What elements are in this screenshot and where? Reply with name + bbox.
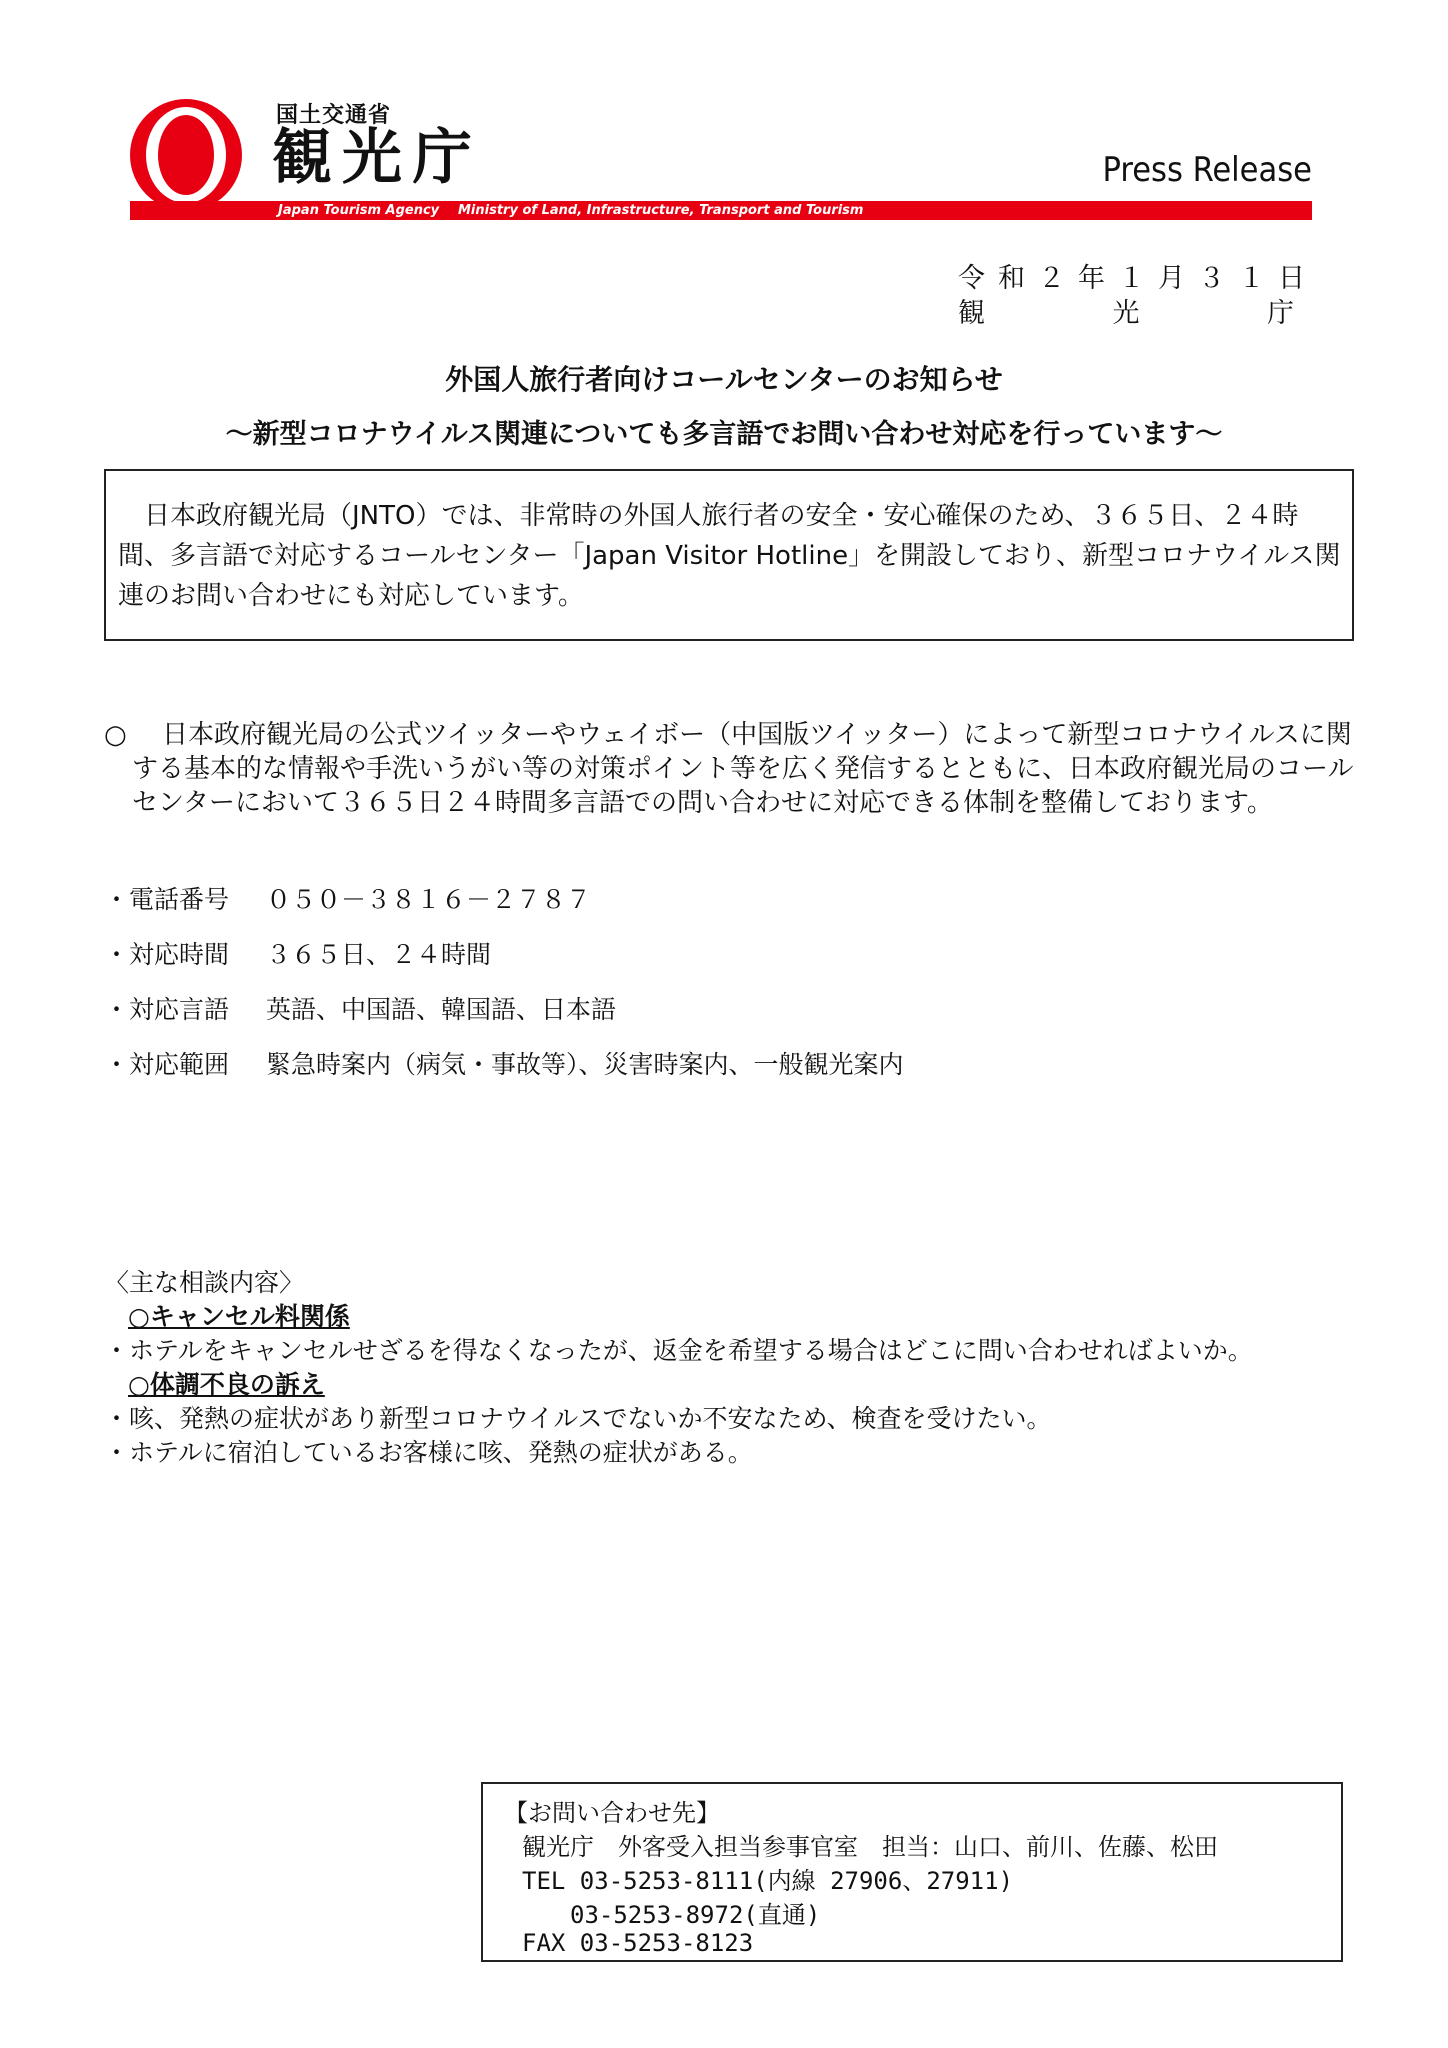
press-release-label: Press Release — [1102, 150, 1312, 190]
summary-content: 日本政府観光局（JNTO）では、非常時の外国人旅行者の安全・安心確保のため、３６５日、２４時間、多言語で対応するコールセンター「Japan Visitor Hotline」を開設しており、新型コロナウイルス関連のお問い合わせにも対応しています。 — [118, 501, 1341, 611]
consult-item: ・ホテルに宿泊しているお客様に咳、発熱の症状がある。 — [104, 1438, 753, 1467]
consult-item: ・咳、発熱の症状があり新型コロナウイルスでないか不安なため、検査を受けたい。 — [104, 1404, 1052, 1433]
issuer-char: 光 — [1112, 298, 1140, 329]
agency-name-en: Japan Tourism Agency — [278, 203, 440, 218]
info-label: ・対応範囲 — [104, 1050, 230, 1079]
info-value: 緊急時案内（病気・事故等）、災害時案内、一般観光案内 — [266, 1050, 904, 1079]
info-hours — [104, 935, 491, 971]
circle-mark: ○ — [104, 720, 127, 750]
info-phone — [104, 880, 591, 916]
ministry-name-en: Ministry of Land, Infrastructure, Transport and Tourism — [458, 203, 864, 218]
info-label: ・電話番号 — [104, 885, 230, 914]
info-label: ・対応言語 — [104, 995, 230, 1024]
release-date: 令和２年１月３１日 — [958, 263, 1318, 294]
info-scope — [104, 1045, 904, 1081]
contact-office: 観光庁 外客受入担当参事官室 担当：山口、前川、佐藤、松田 — [522, 1833, 1218, 1861]
consult-group-title: ○体調不良の訴え — [128, 1370, 325, 1399]
contact-tel: TEL 03-5253-8111(内線 27906、27911) — [522, 1867, 1014, 1895]
contact-fax: FAX 03-5253-8123 — [522, 1929, 754, 1957]
issuer-char: 観 — [958, 298, 985, 329]
info-label: ・対応時間 — [104, 940, 230, 969]
jta-logo — [128, 97, 244, 213]
page-subtitle: ～新型コロナウイルス関連についても多言語でお問い合わせ対応を行っています～ — [225, 419, 1223, 450]
page-title: 外国人旅行者向けコールセンターのお知らせ — [445, 363, 1003, 396]
contact-tel-direct: 03-5253-8972(直通) — [570, 1901, 821, 1929]
ministry-name: 国土交通省 — [276, 103, 392, 128]
info-value: ３６５日、２４時間 — [266, 940, 492, 969]
issuer — [958, 291, 1294, 330]
contact-heading: 【お問い合わせ先】 — [504, 1799, 720, 1827]
summary-text — [118, 496, 1342, 616]
body-paragraph-text: 日本政府観光局の公式ツイッターやウェイボー（中国版ツイッター）によって新型コロナウイルスに関する基本的な情報や手洗いうがい等の対策ポイント等を広く発信するとともに、日本政府観光局のコールセンターにおいて３６５日２４時間多言語での問い合わせに対応できる体制を整備しております。 — [132, 720, 1354, 818]
consult-group-title: ○キャンセル料関係 — [128, 1302, 350, 1331]
info-languages — [104, 990, 616, 1026]
info-value: ０５０－３８１６－２７８７ — [266, 885, 592, 914]
issuer-char: 庁 — [1267, 298, 1294, 329]
jta-logo-icon — [128, 97, 244, 213]
agency-name: 観光庁 — [272, 123, 482, 193]
info-value: 英語、中国語、韓国語、日本語 — [266, 995, 617, 1024]
consult-item: ・ホテルをキャンセルせざるを得なくなったが、返金を希望する場合はどこに問い合わせればよいか。 — [104, 1336, 1253, 1365]
body-paragraph — [104, 718, 1354, 820]
consult-heading: 〈主な相談内容〉 — [104, 1268, 305, 1297]
